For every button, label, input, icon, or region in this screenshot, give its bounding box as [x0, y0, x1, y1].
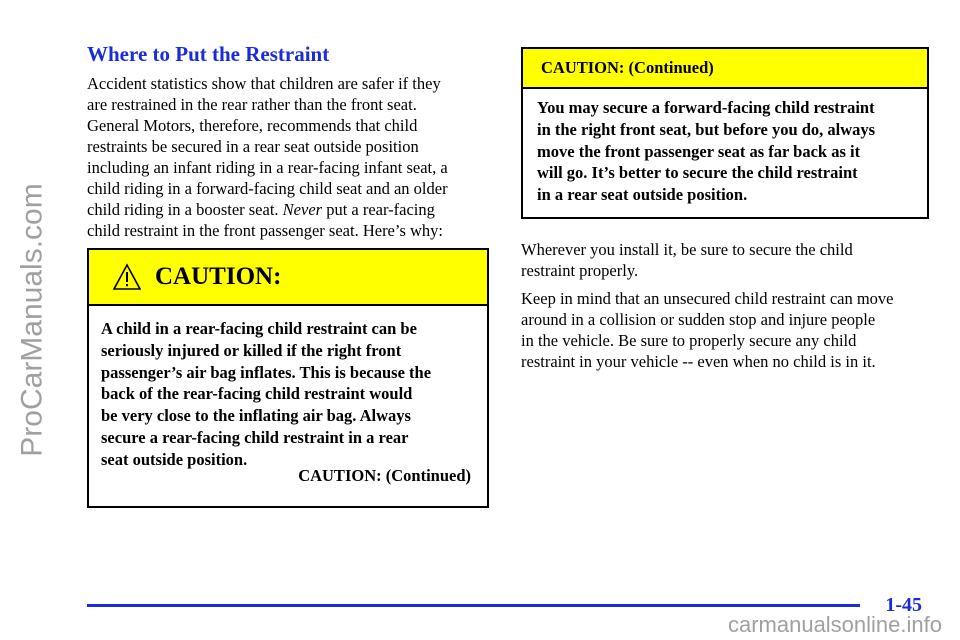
- intro-line: child riding in a forward-facing child seat and an older: [87, 179, 448, 198]
- caution-line: secure a rear-facing child restraint in a rear: [101, 427, 409, 447]
- bottom-watermark: carmanualsonline.info: [727, 612, 942, 637]
- emphasis-never: Never: [282, 200, 323, 219]
- intro-line: Accident statistics show that children are safer if they: [87, 74, 441, 93]
- caution-continued-line: You may secure a forward-facing child restraint: [537, 98, 875, 117]
- caution-line: seat outside position.: [101, 449, 248, 469]
- intro-line: including an infant riding in a rear-facing infant seat, a: [87, 158, 448, 177]
- section-heading: Where to Put the Restraint: [87, 42, 330, 66]
- caution-line: passenger’s air bag inflates. This is because the: [101, 362, 432, 382]
- paragraph-line: Keep in mind that an unsecured child restraint can move: [521, 289, 894, 308]
- intro-line: restraints be secured in a rear seat outside position: [87, 137, 419, 156]
- caution-continued-line: in a rear seat outside position.: [537, 185, 748, 205]
- paragraph-line: restraint properly.: [521, 261, 639, 280]
- caution-continued-label: CAUTION: (Continued): [298, 466, 471, 485]
- intro-line-tail: put a rear-facing: [322, 200, 435, 219]
- caution-continued-line: in the right front seat, but before you do, always: [537, 119, 876, 139]
- warning-triangle-icon: [113, 263, 141, 291]
- caution-text: [89, 306, 487, 471]
- side-watermark: [8, 0, 58, 640]
- caution-continued-title: CAUTION: (Continued): [523, 49, 927, 89]
- caution-line: A child in a rear-facing child restraint can be: [101, 319, 417, 338]
- paragraph-line: around in a collision or sudden stop and injure people: [521, 310, 876, 329]
- caution-continued-line: move the front passenger seat as far back as it: [537, 141, 861, 161]
- intro-line: child restraint in the front passenger seat. Here’s why:: [87, 221, 444, 240]
- intro-line-mixed: [87, 199, 492, 220]
- intro-paragraph: [87, 73, 492, 241]
- side-watermark-text: ProCarManuals.com: [16, 183, 49, 457]
- intro-line: child riding in a booster seat.: [87, 200, 279, 219]
- caution-continued-box: [521, 47, 929, 219]
- caution-title: CAUTION:: [155, 263, 282, 290]
- caution-line: be very close to the inflating air bag. Always: [101, 406, 411, 426]
- intro-line: are restrained in the rear rather than the front seat.: [87, 95, 417, 114]
- caution-line: back of the rear-facing child restraint would: [101, 384, 413, 404]
- intro-line: General Motors, therefore, recommends that child: [87, 116, 418, 135]
- paragraph-line: Wherever you install it, be sure to secure the child: [521, 240, 853, 259]
- footer-rule: [87, 604, 860, 607]
- paragraph-line: in the vehicle. Be sure to properly secure any child: [521, 331, 857, 350]
- paragraph-line: restraint in your vehicle -- even when no child is in it.: [521, 352, 876, 371]
- caution-line: seriously injured or killed if the right front: [101, 340, 402, 360]
- page-number: 1-45: [885, 594, 922, 616]
- caution-continued-text: [523, 89, 927, 206]
- caution-box: [87, 248, 489, 508]
- unsecured-paragraph: [521, 288, 931, 372]
- caution-header: [89, 250, 487, 306]
- install-paragraph: [521, 239, 931, 281]
- caution-continued-line: will go. It’s better to secure the child restraint: [537, 163, 858, 183]
